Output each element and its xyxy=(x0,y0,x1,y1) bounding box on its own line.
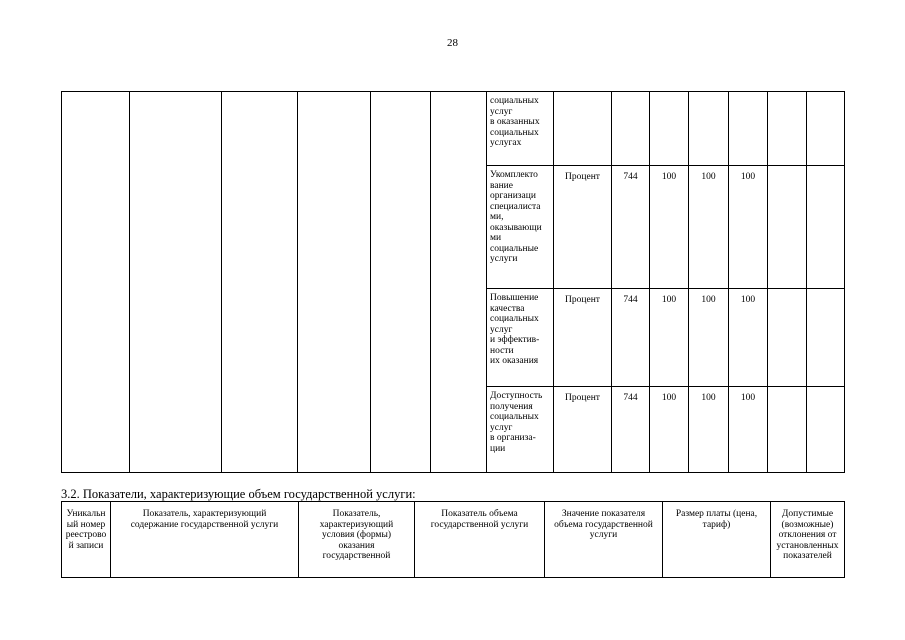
unit-code-cell xyxy=(612,92,650,166)
value-year-1-cell: 100 xyxy=(650,166,689,289)
indicator-name-cell: Укомплекто вание организаци специалиста ми, оказывающи ми социальные услуги xyxy=(487,166,554,289)
header-registry-number: Уникальн ый номер реестрово й записи xyxy=(62,502,111,578)
deviation-absolute-cell xyxy=(807,166,845,289)
header-fee-amount: Размер платы (цена, тариф) xyxy=(663,502,771,578)
service-condition-cell xyxy=(371,92,431,473)
service-content-cell xyxy=(298,92,371,473)
unit-name-cell: Процент xyxy=(554,387,612,473)
value-year-2-cell xyxy=(689,92,729,166)
header-volume-indicator: Показатель объема государственной услуги xyxy=(415,502,545,578)
header-service-conditions: Показатель, характеризующий условия (формы) оказания государственной xyxy=(299,502,415,578)
section-title: 3.2. Показатели, характеризующие объем государственной услуги: xyxy=(61,487,416,501)
value-year-2-cell: 100 xyxy=(689,166,729,289)
table-header-row xyxy=(62,502,845,578)
unit-code-cell: 744 xyxy=(612,166,650,289)
unit-name-cell xyxy=(554,92,612,166)
registry-number-cell xyxy=(62,92,130,473)
header-volume-value: Значение показателя объема государственной услуги xyxy=(545,502,663,578)
value-year-2-cell: 100 xyxy=(689,387,729,473)
service-content-cell xyxy=(130,92,222,473)
value-year-3-cell: 100 xyxy=(729,387,768,473)
page-number: 28 xyxy=(447,37,458,49)
service-content-cell xyxy=(222,92,298,473)
header-service-content: Показатель, характеризующий содержание государственной услуги xyxy=(111,502,299,578)
unit-code-cell: 744 xyxy=(612,387,650,473)
unit-code-cell: 744 xyxy=(612,289,650,387)
deviation-percent-cell xyxy=(768,166,807,289)
deviation-absolute-cell xyxy=(807,92,845,166)
value-year-1-cell: 100 xyxy=(650,387,689,473)
value-year-3-cell: 100 xyxy=(729,289,768,387)
service-condition-cell xyxy=(431,92,487,473)
deviation-percent-cell xyxy=(768,387,807,473)
deviation-percent-cell xyxy=(768,289,807,387)
deviation-absolute-cell xyxy=(807,289,845,387)
table-row xyxy=(62,92,845,166)
value-year-1-cell: 100 xyxy=(650,289,689,387)
volume-indicators-table xyxy=(61,501,845,578)
indicator-name-cell: социальных услуг в оказанных социальных услугах xyxy=(487,92,554,166)
unit-name-cell: Процент xyxy=(554,166,612,289)
value-year-2-cell: 100 xyxy=(689,289,729,387)
unit-name-cell: Процент xyxy=(554,289,612,387)
header-allowed-deviations: Допустимые (возможные) отклонения от установленных показателей xyxy=(771,502,845,578)
value-year-1-cell xyxy=(650,92,689,166)
value-year-3-cell: 100 xyxy=(729,166,768,289)
deviation-percent-cell xyxy=(768,92,807,166)
indicator-name-cell: Повышение качества социальных услуг и эффектив- ности их оказания xyxy=(487,289,554,387)
value-year-3-cell xyxy=(729,92,768,166)
indicator-name-cell: Доступность получения социальных услуг в организа- ции xyxy=(487,387,554,473)
quality-indicators-table xyxy=(61,91,845,473)
deviation-absolute-cell xyxy=(807,387,845,473)
